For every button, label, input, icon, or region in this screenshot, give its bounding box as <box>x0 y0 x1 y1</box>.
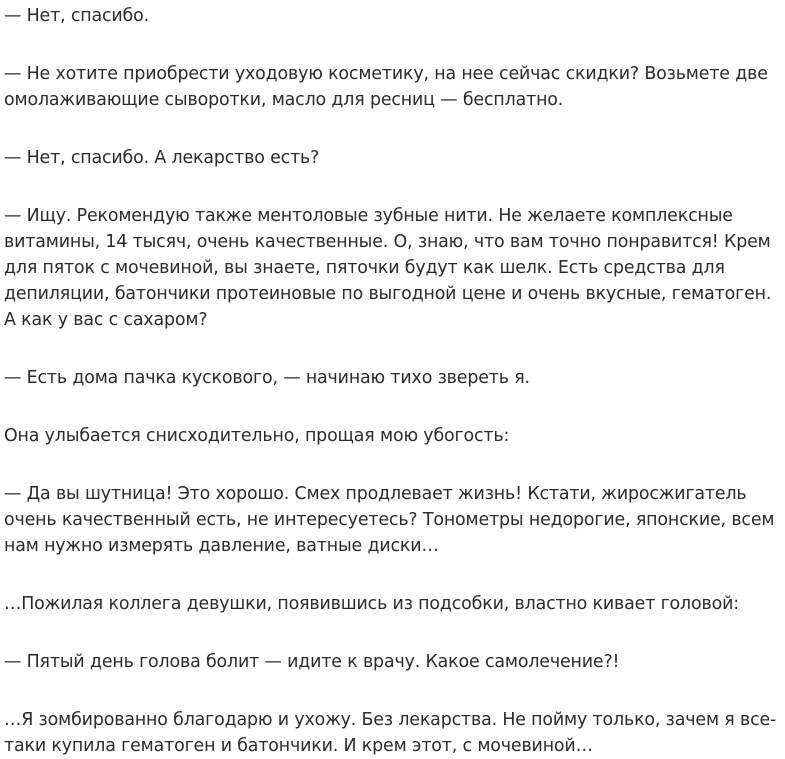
paragraph-3: — Нет, спасибо. А лекарство есть? <box>4 148 320 168</box>
paragraph-4: — Ищу. Рекомендую также ментоловые зубные нити. Не желаете комплексные витамины, 14 тысяч, очень качественные. О, знаю, что вам точно понравится! Крем для пяток с мочевиной, вы знаете, пяточки будут как шелк. Есть средства для депиляции, батончики протеиновые по выгодной цене и очень вкусные, гематоген. А как у вас с сахаром? <box>4 206 772 330</box>
paragraph-7: — Да вы шутница! Это хорошо. Смех продлевает жизнь! Кстати, жиросжигатель очень качественный есть, не интересуетесь? Тонометры недорогие, японские, всем нам нужно измерять давление, ватные диски… <box>4 484 775 556</box>
paragraph-9: — Пятый день голова болит — идите к врачу. Какое самолечение?! <box>4 652 620 672</box>
paragraph-2: — Не хотите приобрести уходовую косметику, на нее сейчас скидки? Возьмете две омолаживающие сыворотки, масло для ресниц — бесплатно. <box>4 64 768 110</box>
article-text <box>4 0 785 759</box>
paragraph-1: — Нет, спасибо. <box>4 6 149 26</box>
paragraph-10: …Я зомбированно благодарю и ухожу. Без лекарства. Не пойму только, зачем я все-таки купила гематоген и батончики. И крем этот, с мочевиной… <box>4 710 777 756</box>
paragraph-8: …Пожилая коллега девушки, появившись из подсобки, властно кивает головой: <box>4 594 739 614</box>
paragraph-5: — Есть дома пачка кускового, — начинаю тихо звереть я. <box>4 368 530 388</box>
paragraph-6: Она улыбается снисходительно, прощая мою убогость: <box>4 426 510 446</box>
